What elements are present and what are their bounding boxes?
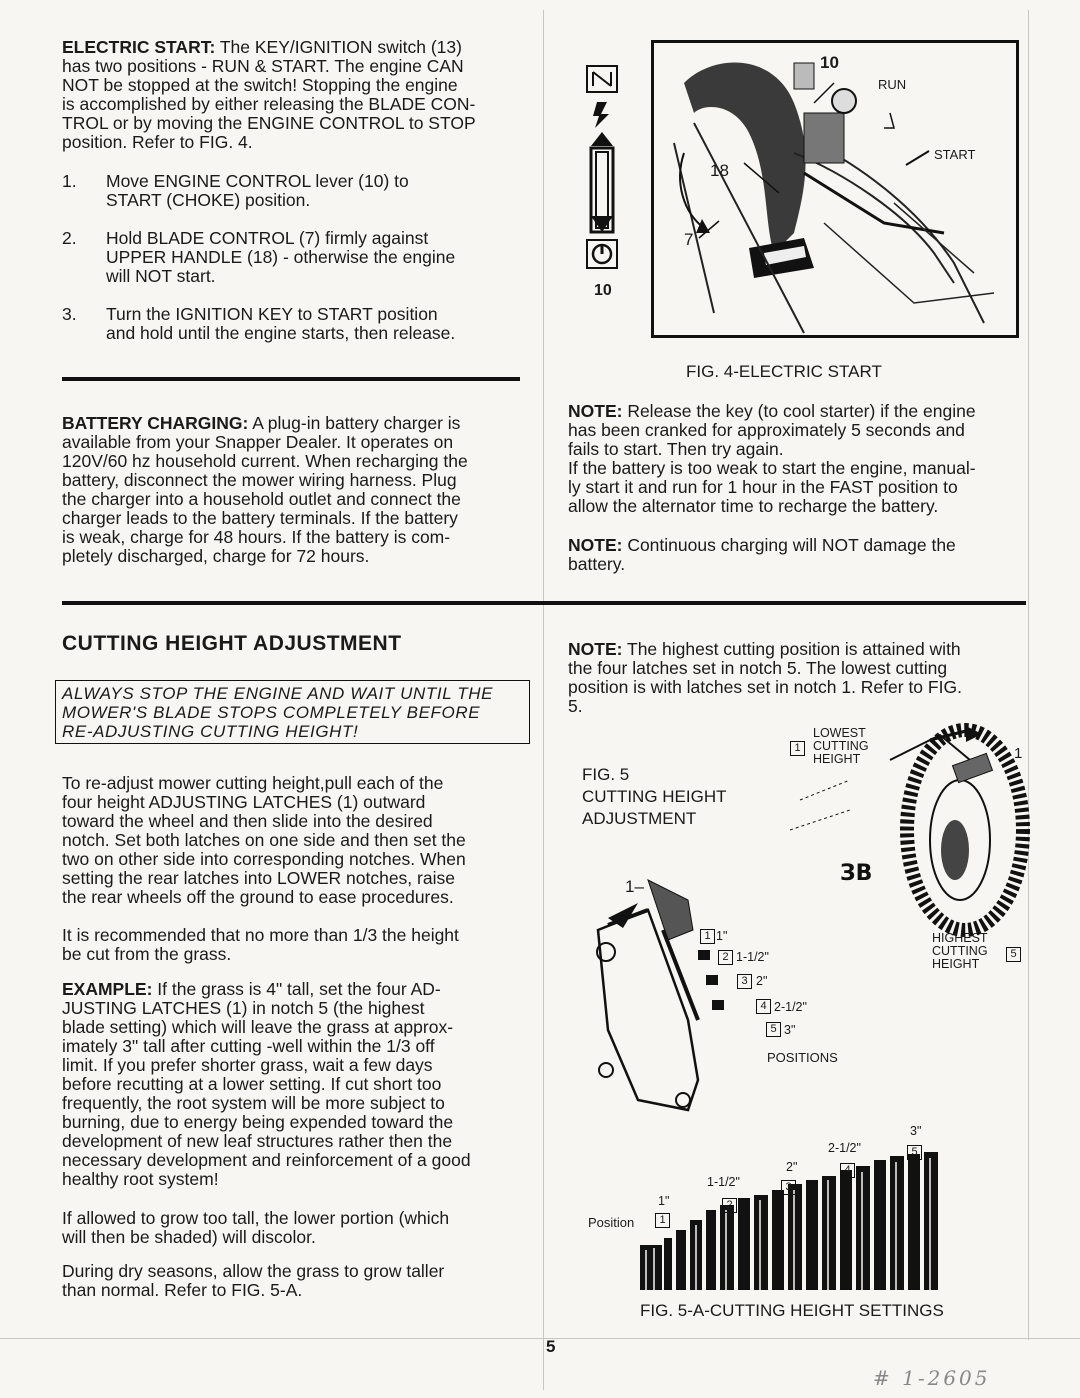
section-divider	[62, 377, 520, 381]
setting-box-4: 4	[840, 1163, 855, 1178]
wheel-drawing	[770, 720, 1030, 940]
note-label: NOTE:	[568, 639, 623, 659]
position-value-4: 2-1/2"	[774, 1000, 807, 1014]
electric-start-label: ELECTRIC START:	[62, 37, 216, 57]
example-paragraph: EXAMPLE: If the grass is 4" tall, set the four AD- JUSTING LATCHES (1) in notch 5 (the highest blade setting) which will leave the grass at approx- imately 3" tall after cutting -well within the 1/3 off limit. If you prefer shorter grass, wait a few days before recutting at a lower setting. If cut short too frequently, the root system will be more subject to burning, due to energy being expended toward the development of new leaf structures rather then the necessary development and reinforcement of a good healthy root system!	[62, 979, 471, 1189]
position-value-1: 1"	[716, 929, 728, 943]
example-label: EXAMPLE:	[62, 979, 153, 999]
position-box-1: 1	[700, 929, 715, 944]
position-value-5: 3"	[784, 1023, 796, 1037]
fig5-label-1-right: 1	[1014, 745, 1023, 762]
readjust-paragraph: To re-adjust mower cutting height,pull each of the four height ADJUSTING LATCHES (1) outward toward the wheel and then slide into the desired notch. Set both latches on one side and then set the two on other side into corresponding notches. When setting the rear latches into LOWER notches, raise the rear wheels off the ground to ease procedures.	[62, 773, 466, 907]
setting-box-2: 2	[722, 1198, 737, 1213]
setting-box-3: 3	[781, 1180, 796, 1195]
grass-height-drawing	[640, 1150, 960, 1295]
step-3: Turn the IGNITION KEY to START position and hold until the engine starts, then release.	[106, 304, 456, 343]
note-release-key: NOTE: Release the key (to cool starter) if the engine has been cranked for approximately 5 seconds and fails to start. Then try again. If the battery is too weak to start the engine, manual- ly start it and run for 1 hour in the FAST position to allow the alternator time to recharge the battery.	[568, 401, 976, 516]
position-box-3: 3	[737, 974, 752, 989]
step-2: Hold BLADE CONTROL (7) firmly against UPPER HANDLE (18) - otherwise the engine will NOT start.	[106, 228, 456, 286]
lowest-cutting-height-label: LOWEST CUTTING HEIGHT	[813, 726, 869, 766]
fig5a-caption: FIG. 5-A-CUTTING HEIGHT SETTINGS	[640, 1301, 944, 1320]
note-highest-position: NOTE: The highest cutting position is attained with the four latches set in notch 5. The lowest cutting position is with latches set in notch 1. Refer to FIG. 5.	[568, 639, 962, 716]
step-number: 2.	[62, 228, 77, 248]
setting-height-3: 2"	[786, 1160, 798, 1174]
fig4-caption: FIG. 4-ELECTRIC START	[686, 362, 882, 381]
page-number: 5	[546, 1337, 556, 1356]
fig5-label-1-left: 1–	[625, 877, 644, 896]
position-box-4: 4	[756, 999, 771, 1014]
setting-height-1: 1"	[658, 1194, 670, 1208]
note-continuous-charging: NOTE: Continuous charging will NOT damage the battery.	[568, 535, 956, 574]
fig4-label-7: 7	[684, 230, 694, 249]
fig5-caption: FIG. 5 CUTTING HEIGHT ADJUSTMENT	[582, 765, 727, 828]
highest-position-box: 5	[1006, 947, 1021, 962]
cutting-height-heading: CUTTING HEIGHT ADJUSTMENT	[62, 632, 402, 655]
handwritten-note: # 1-2605	[873, 1366, 991, 1390]
setting-height-2: 1-1/2"	[707, 1175, 740, 1189]
bottom-margin-line	[0, 1338, 1080, 1339]
mower-handle-drawing	[654, 43, 1016, 335]
fig4-label-10-bottom: 10	[594, 282, 612, 299]
note-label: NOTE:	[568, 401, 623, 421]
setting-box-1: 1	[655, 1213, 670, 1228]
position-label: Position	[588, 1215, 635, 1230]
setting-height-4: 2-1/2"	[828, 1141, 861, 1155]
battery-charging-paragraph: BATTERY CHARGING: A plug-in battery charger is available from your Snapper Dealer. It operates on 120V/60 hz household current. When recharging the battery, disconnect the mower wiring harness. Plug the charger into a household outlet and connect the charger leads to the battery terminals. If the battery is weak, charge for 48 hours. If the battery is com- pletely discharged, charge for 72 hours.	[62, 413, 468, 566]
step-number: 1.	[62, 171, 77, 191]
battery-charging-label: BATTERY CHARGING:	[62, 413, 249, 433]
control-icon-strip	[583, 62, 623, 274]
setting-box-5: 5	[907, 1145, 922, 1160]
setting-height-5: 3"	[910, 1124, 922, 1138]
latch-bracket-drawing	[578, 870, 728, 1130]
step-1: Move ENGINE CONTROL lever (10) to START (CHOKE) position.	[106, 171, 409, 210]
dry-season-paragraph: During dry seasons, allow the grass to grow taller than normal. Refer to FIG. 5-A.	[62, 1261, 445, 1300]
full-width-divider	[62, 601, 1026, 605]
position-box-5: 5	[766, 1022, 781, 1037]
fig4-label-10-top: 10	[820, 53, 839, 72]
position-value-2: 1-1/2"	[736, 950, 769, 964]
electric-start-paragraph: ELECTRIC START: The KEY/IGNITION switch (13) has two positions - RUN & START. The engine CAN NOT be stopped at the switch! Stopping the engine is accomplished by either releasing the BLADE CON- TROL or by moving the ENGINE CONTROL to STOP position. Refer to FIG. 4.	[62, 37, 476, 152]
recommend-paragraph: It is recommended that no more than 1/3 the height be cut from the grass.	[62, 925, 459, 964]
fig4-label-start: START	[934, 147, 976, 162]
lowest-position-box: 1	[790, 741, 805, 756]
note-label: NOTE:	[568, 535, 623, 555]
warning-box: ALWAYS STOP THE ENGINE AND WAIT UNTIL THE MOWER'S BLADE STOPS COMPLETELY BEFORE RE-ADJUSTING CUTTING HEIGHT!	[55, 680, 530, 744]
positions-label: POSITIONS	[767, 1050, 838, 1065]
center-fold-line	[543, 10, 544, 1390]
step-number: 3.	[62, 304, 77, 324]
position-value-3: 2"	[756, 974, 768, 988]
fig4-label-18: 18	[710, 161, 729, 180]
fig4-label-run: RUN	[878, 77, 907, 92]
position-box-2: 2	[718, 950, 733, 965]
svg-text:ЗB: ЗB	[840, 861, 873, 886]
too-tall-paragraph: If allowed to grow too tall, the lower portion (which will then be shaded) will discolor.	[62, 1208, 450, 1247]
highest-cutting-height-label: HIGHEST CUTTING HEIGHT	[932, 931, 988, 971]
